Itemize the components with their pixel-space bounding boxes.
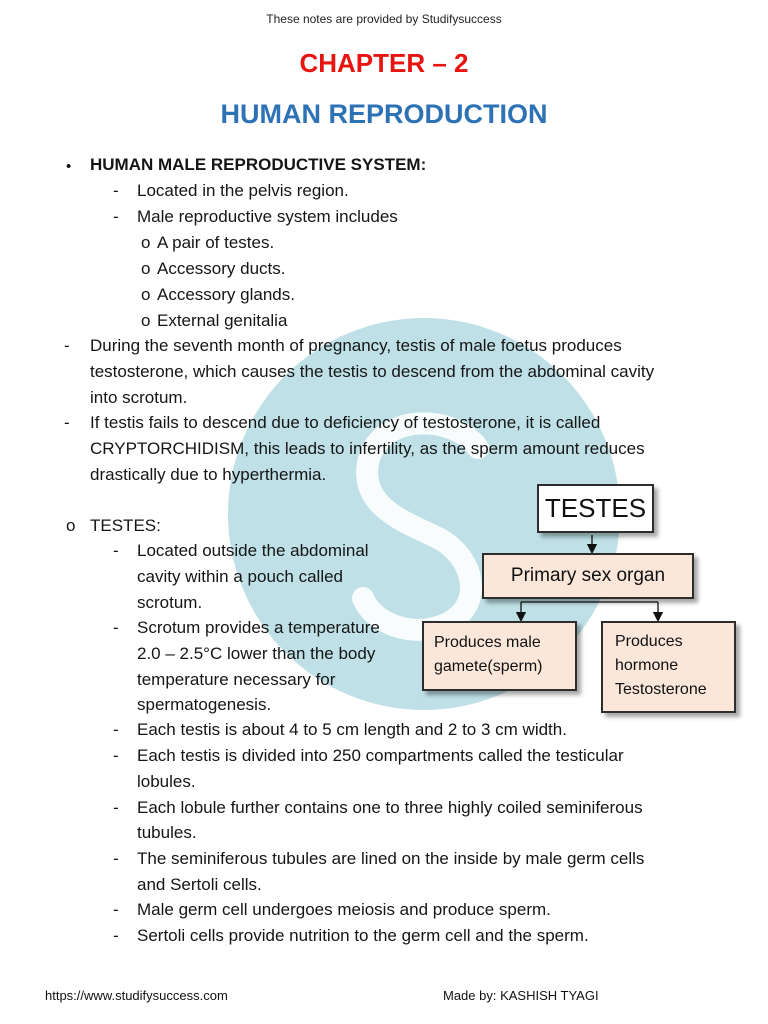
- list-item: Located in the pelvis region.: [137, 181, 349, 200]
- diagram-label: Produces male: [434, 634, 541, 651]
- diagram-box-hormone: [601, 621, 736, 713]
- list-item-line: 2.0 – 2.5°C lower than the body: [137, 644, 376, 663]
- list-item-line: tubules.: [137, 823, 197, 842]
- footer-author: Made by: KASHISH TYAGI: [443, 988, 599, 1003]
- list-marker: -: [113, 849, 119, 868]
- list-marker: -: [113, 798, 119, 817]
- paragraph-line: CRYPTORCHIDISM, this leads to infertility, as the sperm amount reduces: [90, 439, 645, 458]
- list-marker: -: [64, 413, 70, 432]
- list-marker: -: [113, 181, 119, 200]
- list-item-line: cavity within a pouch called: [137, 567, 344, 586]
- sub-list-item: Accessory glands.: [157, 285, 295, 304]
- list-item-line: Sertoli cells provide nutrition to the germ cell and the sperm.: [137, 926, 589, 945]
- list-item: Male reproductive system includes: [137, 207, 398, 226]
- list-item-line: Male germ cell undergoes meiosis and produce sperm.: [137, 900, 551, 919]
- list-item-line: Scrotum provides a temperature: [137, 618, 380, 637]
- paragraph-line: drastically due to hyperthermia.: [90, 465, 327, 484]
- sub-list-item: A pair of testes.: [157, 233, 275, 252]
- sub-list-marker: o: [141, 233, 151, 252]
- list-marker: -: [113, 207, 119, 226]
- diagram-box-primary-sex-organ: [482, 553, 694, 599]
- sub-list-item: External genitalia: [157, 311, 288, 330]
- page-title: HUMAN REPRODUCTION: [220, 99, 548, 129]
- list-item-line: The seminiferous tubules are lined on the inside by male germ cells: [137, 849, 645, 868]
- diagram-box-testes: [537, 484, 654, 533]
- diagram-label: hormone: [615, 657, 679, 674]
- paragraph-line: into scrotum.: [90, 388, 188, 407]
- sub-list-marker: o: [141, 285, 151, 304]
- sub-list-marker: o: [141, 259, 151, 278]
- list-item-line: lobules.: [137, 772, 196, 791]
- list-marker: -: [113, 541, 119, 560]
- list-item-line: spermatogenesis.: [137, 695, 272, 714]
- diagram-label: gamete(sperm): [434, 658, 543, 675]
- diagram-label: Testosterone: [615, 681, 707, 698]
- list-marker: -: [113, 900, 119, 919]
- footer-url[interactable]: https://www.studifysuccess.com: [45, 988, 228, 1003]
- chapter-title: CHAPTER – 2: [299, 48, 469, 78]
- list-item-line: temperature necessary for: [137, 670, 336, 689]
- section-heading: HUMAN MALE REPRODUCTIVE SYSTEM:: [90, 155, 427, 174]
- list-marker: -: [113, 618, 119, 637]
- sub-list-marker: o: [141, 311, 151, 330]
- paragraph-line: If testis fails to descend due to deficiency of testosterone, it is called: [90, 413, 601, 432]
- section-heading: TESTES:: [90, 516, 161, 535]
- diagram-box-male-gamete: [422, 621, 577, 691]
- list-item-line: and Sertoli cells.: [137, 875, 262, 894]
- diagram-label: Produces: [615, 633, 683, 650]
- list-item-line: Each lobule further contains one to three highly coiled seminiferous: [137, 798, 643, 817]
- bullet-marker: •: [66, 158, 72, 175]
- list-item-line: Each testis is about 4 to 5 cm length and 2 to 3 cm width.: [137, 720, 567, 739]
- diagram-label: Primary sex organ: [510, 565, 666, 586]
- header-note: These notes are provided by Studifysuccess: [266, 12, 502, 26]
- list-marker: -: [113, 746, 119, 765]
- diagram-label: TESTES: [544, 493, 647, 523]
- list-marker: -: [113, 720, 119, 739]
- list-marker: -: [113, 926, 119, 945]
- list-item-line: Located outside the abdominal: [137, 541, 369, 560]
- paragraph-line: testosterone, which causes the testis to descend from the abdominal cavity: [90, 362, 655, 381]
- sub-list-item: Accessory ducts.: [157, 259, 286, 278]
- paragraph-line: During the seventh month of pregnancy, testis of male foetus produces: [90, 336, 622, 355]
- list-marker: o: [66, 516, 76, 535]
- list-item-line: scrotum.: [137, 593, 203, 612]
- list-marker: -: [64, 336, 70, 355]
- list-item-line: Each testis is divided into 250 compartments called the testicular: [137, 746, 624, 765]
